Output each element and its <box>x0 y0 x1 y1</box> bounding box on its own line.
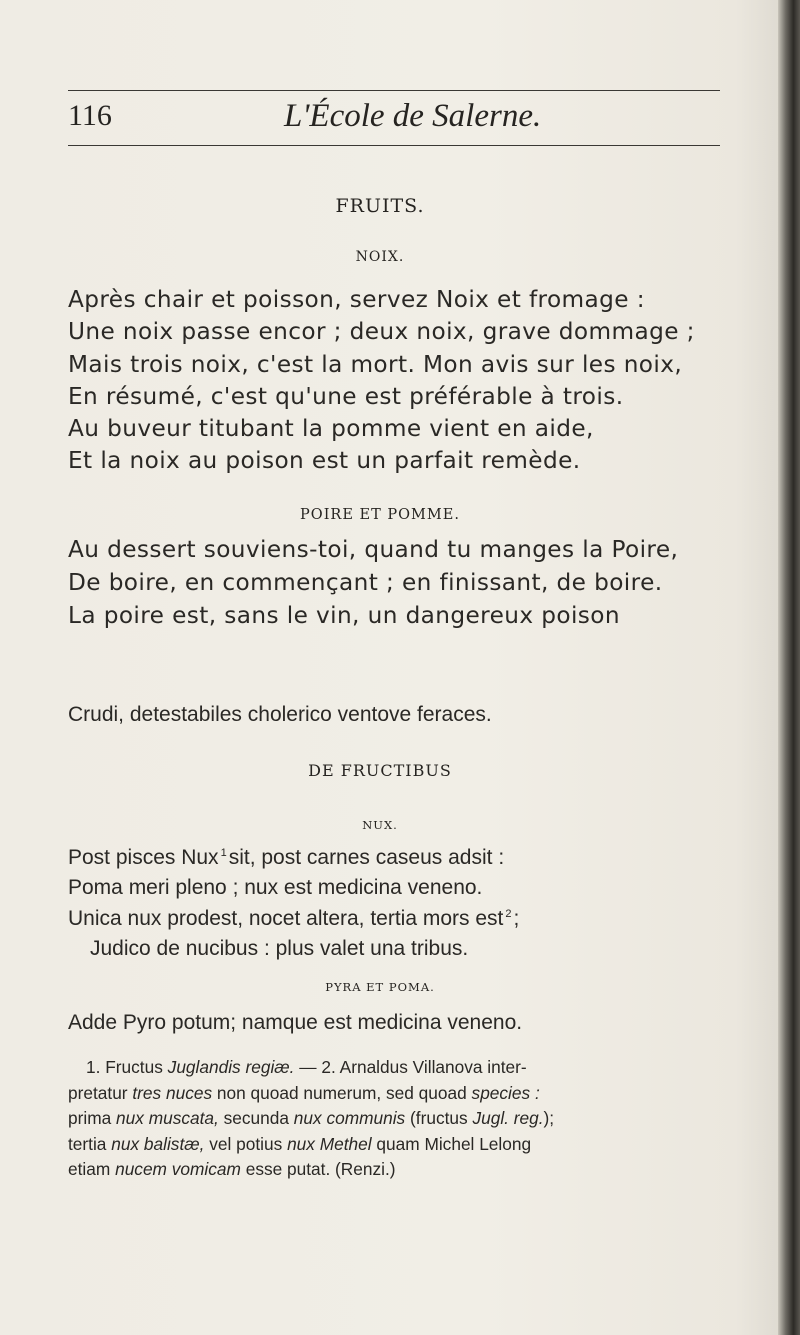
verse-line: Et la noix au poison est un parfait remède. <box>68 447 581 475</box>
subheading-nux: NUX. <box>362 818 398 832</box>
section-heading-de-fructibus: DE FRUCTIBUS <box>308 761 452 780</box>
subheading-pyra-poma: PYRA ET POMA. <box>325 980 435 994</box>
footnote-line <box>68 1055 758 1081</box>
verse-text: Unica nux prodest, nocet altera, tertia mors est <box>68 906 504 930</box>
latin-verse-pyra <box>68 1008 758 1038</box>
footnote-marker: 2 <box>505 907 512 920</box>
verse-line: Au buveur titubant la pomme vient en aide, <box>68 415 594 443</box>
footnote-text: tertia <box>68 1133 107 1154</box>
footnote-text: — <box>299 1057 317 1077</box>
page-number: 116 <box>68 99 112 132</box>
section-heading-fruits: FRUITS. <box>335 195 425 217</box>
footnote-text: Arnaldus Villanova inter- <box>339 1057 527 1077</box>
verse-line: Au dessert souviens-toi, quand tu manges la Poire, <box>68 536 679 563</box>
verse-line: Adde Pyro potum; namque est medicina veneno. <box>68 1011 523 1034</box>
verse-line <box>68 843 758 873</box>
verse-line: De boire, en commençant ; en finissant, de boire. <box>68 569 663 596</box>
footnote-italic: nux Methel <box>287 1133 372 1154</box>
footnote-italic: species : <box>471 1082 540 1103</box>
running-title: L'École de Salerne. <box>284 98 542 134</box>
verse-line: Poma meri pleno ; nux est medicina veneno. <box>68 876 483 900</box>
footnote-line <box>68 1081 758 1107</box>
verse-text: ; <box>513 906 520 930</box>
footnote-italic: tres nuces <box>132 1082 213 1103</box>
footnote-text: ); <box>543 1108 555 1128</box>
footnote-text: non quoad numerum, sed quoad <box>216 1082 467 1103</box>
verse-line: Judico de nucibus : plus valet una tribus. <box>90 936 469 960</box>
footnote-text: quam Michel Lelong <box>376 1133 532 1154</box>
footnote-line <box>68 1106 758 1132</box>
subheading-noix: NOIX. <box>355 249 405 265</box>
verse-text: sit, post carnes caseus adsit : <box>228 846 505 869</box>
latin-verse-nux <box>68 843 758 964</box>
footnote-italic: Juglandis regiæ. <box>167 1057 295 1077</box>
header-top-rule <box>68 90 720 91</box>
verse-line: Une noix passe encor ; deux noix, grave dommage ; <box>68 318 695 346</box>
footnote-italic: nux muscata, <box>116 1108 219 1128</box>
verse-line: En résumé, c'est qu'une est préférable à trois. <box>68 382 624 410</box>
subheading-poire-pomme: POIRE ET POMME. <box>300 507 460 523</box>
footnote-text: prima <box>68 1108 112 1128</box>
footnote-italic: nucem vomicam <box>115 1159 241 1179</box>
footnote-text: pretatur <box>68 1082 128 1103</box>
footnote-line <box>68 1132 758 1158</box>
footnote-text: secunda <box>223 1108 289 1128</box>
footnote-text: etiam <box>68 1159 111 1179</box>
page-header <box>68 96 720 140</box>
footnote-marker: 1 <box>220 847 227 859</box>
footnote-text: Fructus <box>105 1057 163 1077</box>
footnote-number: 1. <box>86 1057 101 1077</box>
footnote-line <box>68 1157 758 1183</box>
header-bottom-rule <box>68 145 720 146</box>
verse-line <box>68 904 758 934</box>
footnote-text: (fructus <box>410 1108 468 1128</box>
verse-line: Mais trois noix, c'est la mort. Mon avis sur les noix, <box>68 350 683 378</box>
verse-line: Après chair et poisson, servez Noix et fromage : <box>68 286 645 313</box>
verse-text: Post pisces Nux <box>68 846 219 869</box>
french-verse-poire <box>68 533 758 632</box>
footnote-text: esse putat. (Renzi.) <box>245 1159 396 1179</box>
verse-line: Crudi, detestabiles cholerico ventove feraces. <box>68 703 492 726</box>
footnotes <box>68 1055 758 1183</box>
book-spine-shadow <box>778 0 800 1335</box>
footnote-text: vel potius <box>209 1133 283 1154</box>
footnote-italic: Jugl. reg. <box>472 1108 544 1128</box>
verse-line: La poire est, sans le vin, un dangereux poison <box>68 602 620 629</box>
footnote-number: 2. <box>321 1057 336 1077</box>
french-verse-noix <box>68 284 758 478</box>
footnote-italic: nux balistæ, <box>111 1133 205 1154</box>
latin-verse-crudi <box>68 700 758 730</box>
footnote-italic: nux communis <box>293 1108 406 1128</box>
